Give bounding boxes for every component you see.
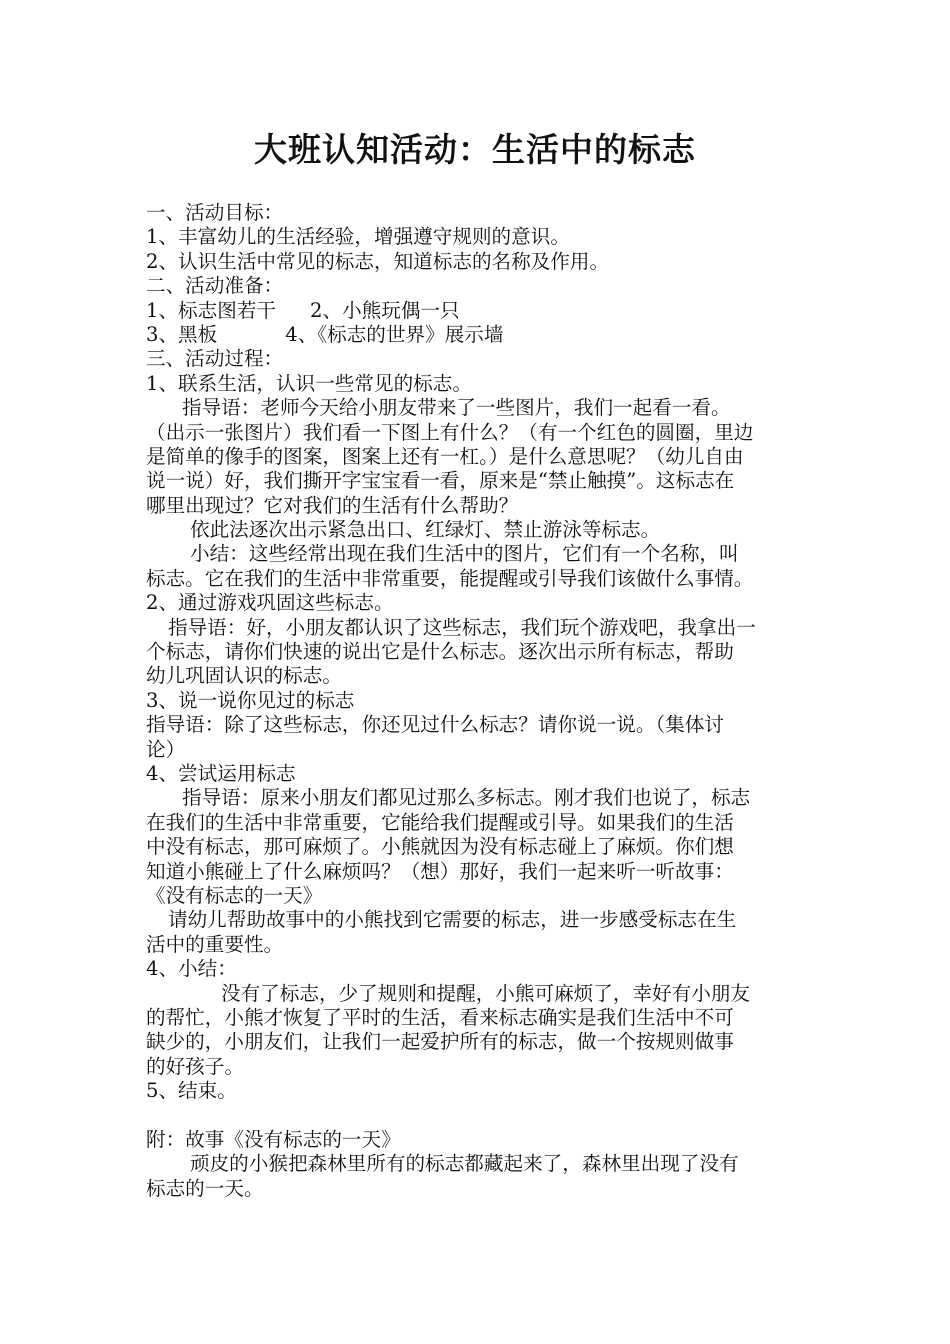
paragraph-line: 是简单的像手的图案，图案上还有一杠。）是什么意思呢？（幼儿自由 [146, 444, 744, 468]
preparation-item: 3、黑板 [146, 322, 218, 346]
step-heading: 3、说一说你见过的标志 [146, 688, 355, 712]
preparation-item: 4、《标志的世界》展示墙 [285, 322, 504, 346]
paragraph-line: 标志。它在我们的生活中非常重要，能提醒或引导我们该做什么事情。 [146, 566, 754, 590]
paragraph-line: 依此法逐次出示紧急出口、红绿灯、禁止游泳等标志。 [190, 518, 661, 542]
story-title-line: 《没有标志的一天》 [146, 883, 323, 907]
paragraph-line: 中没有标志，那可麻烦了。小熊就因为没有标志碰上了麻烦。你们想 [146, 835, 734, 859]
goal-item: 2、认识生活中常见的标志，知道标志的名称及作用。 [146, 249, 610, 273]
section-heading-preparation: 二、活动准备： [146, 274, 284, 298]
section-heading-goals: 一、活动目标： [146, 201, 284, 224]
preparation-row [146, 323, 810, 347]
paragraph-line: 幼儿巩固认识的标志。 [146, 664, 342, 688]
paragraph-line: 个标志，请你们快速的说出它是什么标志。逐次出示所有标志，帮助 [146, 640, 734, 664]
document-title: 大班认知活动：生活中的标志 [254, 130, 696, 169]
paragraph-line: 在我们的生活中非常重要，它能给我们提醒或引导。如果我们的生活 [146, 810, 734, 834]
preparation-item: 2、小熊玩偶一只 [310, 298, 460, 322]
paragraph-line: 论） [146, 737, 186, 761]
paragraph-line: 请幼儿帮助故事中的小熊找到它需要的标志，进一步感受标志在生 [168, 908, 737, 932]
paragraph-line: 说一说）好，我们撕开字宝宝看一看，原来是“禁止触摸”。这标志在 [146, 469, 735, 493]
step-heading: 2、通过游戏巩固这些标志。 [146, 591, 394, 615]
paragraph-line: 的帮忙，小熊才恢复了平时的生活，看来标志确实是我们生活中不可 [146, 1005, 734, 1029]
preparation-item: 1、标志图若干 [146, 298, 277, 322]
blank-line [146, 1103, 810, 1127]
paragraph-line: 没有了标志，少了规则和提醒，小熊可麻烦了，幸好有小朋友 [221, 981, 751, 1005]
paragraph-line: 哪里出现过？它对我们的生活有什么帮助？ [146, 493, 519, 517]
step-heading: 5、结束。 [146, 1079, 237, 1103]
paragraph-line: 缺少的，小朋友们，让我们一起爱护所有的标志，做一个按规则做事 [146, 1030, 734, 1054]
preparation-row [146, 299, 810, 323]
paragraph-line: 顽皮的小猴把森林里所有的标志都藏起来了，森林里出现了没有 [190, 1152, 739, 1176]
document-body [146, 201, 810, 1201]
paragraph-line: 指导语：好，小朋友都认识了这些标志，我们玩个游戏吧，我拿出一 [168, 615, 756, 639]
paragraph-line: 标志的一天。 [146, 1176, 264, 1200]
paragraph-line: 指导语：原来小朋友们都见过那么多标志。刚才我们也说了，标志 [182, 786, 751, 810]
paragraph-line: 知道小熊碰上了什么麻烦吗？（想）那好，我们一起来听一听故事： [146, 859, 734, 883]
paragraph-line: 活中的重要性。 [146, 932, 284, 956]
paragraph-line: 指导语：老师今天给小朋友带来了一些图片，我们一起看一看。 [182, 396, 731, 420]
paragraph-line: 的好孩子。 [146, 1054, 244, 1078]
paragraph-line: 指导语：除了这些标志，你还见过什么标志？请你说一说。（集体讨 [146, 713, 725, 737]
paragraph-line: （出示一张图片）我们看一下图上有什么？（有一个红色的圆圈，里边 [146, 420, 754, 444]
paragraph-line: 小结：这些经常出现在我们生活中的图片，它们有一个名称，叫 [190, 542, 739, 566]
step-heading: 4、尝试运用标志 [146, 761, 296, 785]
goal-item: 1、丰富幼儿的生活经验，增强遵守规则的意识。 [146, 225, 570, 249]
section-heading-process: 三、活动过程： [146, 347, 284, 371]
step-heading: 4、小结： [146, 957, 237, 981]
step-heading: 1、联系生活，认识一些常见的标志。 [146, 371, 472, 395]
appendix-heading: 附：故事《没有标志的一天》 [146, 1127, 401, 1151]
